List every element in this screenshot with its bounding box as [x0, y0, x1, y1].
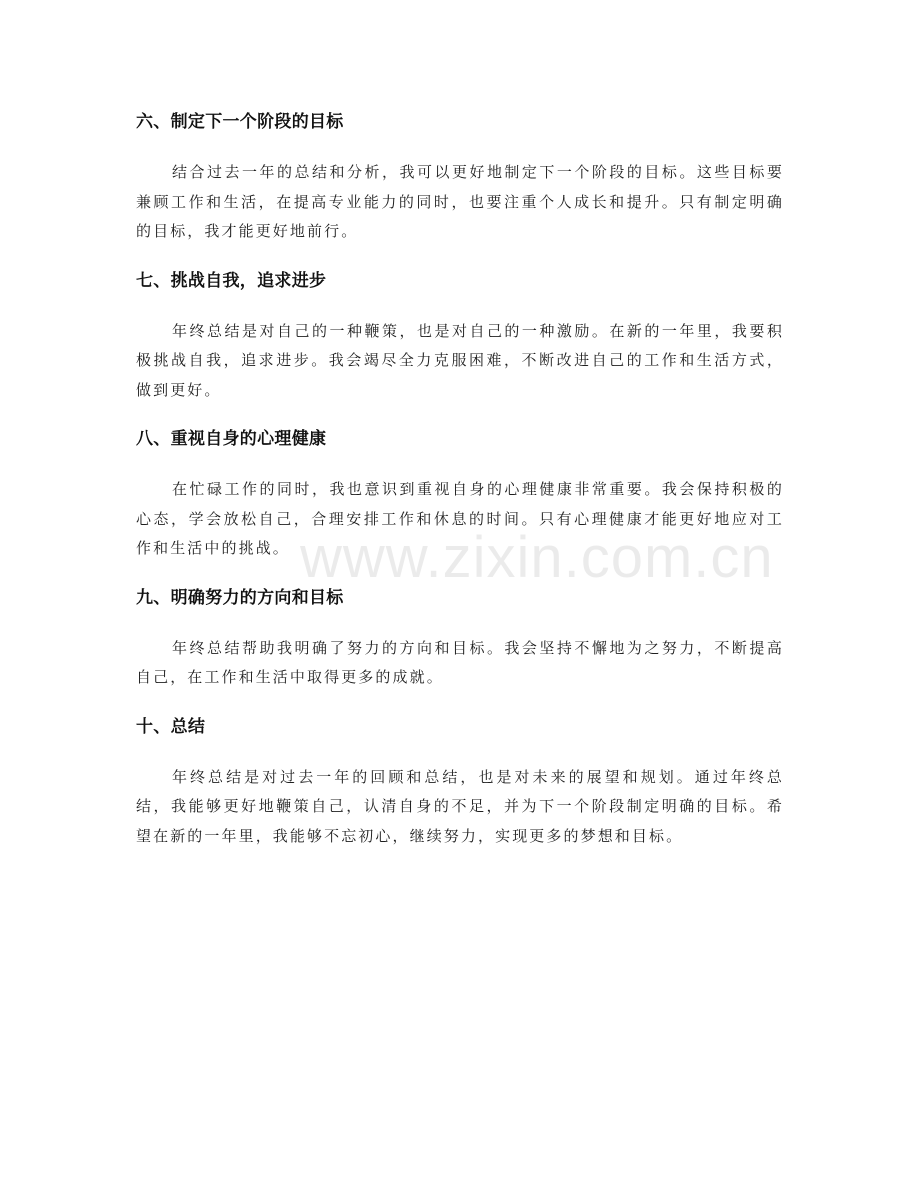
section-paragraph: 年终总结是对过去一年的回顾和总结，也是对未来的展望和规划。通过年终总结，我能够更好地鞭策自己，认清自身的不足，并为下一个阶段制定明确的目标。希望在新的一年里，我能够不忘初心，继续努力，实现更多的梦想和目标。 — [136, 767, 784, 845]
section-paragraph: 在忙碌工作的同时，我也意识到重视自身的心理健康非常重要。我会保持积极的心态，学会放松自己，合理安排工作和休息的时间。只有心理健康才能更好地应对工作和生活中的挑战。 — [136, 480, 784, 557]
section-paragraph: 年终总结是对自己的一种鞭策，也是对自己的一种激励。在新的一年里，我要积极挑战自我，追求进步。我会竭尽全力克服困难，不断改进自己的工作和生活方式，做到更好。 — [136, 321, 784, 399]
section-paragraph: 年终总结帮助我明确了努力的方向和目标。我会坚持不懈地为之努力，不断提高自己，在工作和生活中取得更多的成就。 — [136, 638, 784, 686]
document-content — [136, 108, 784, 871]
section-heading: 九、明确努力的方向和目标 — [136, 587, 344, 608]
section-8 — [136, 425, 784, 564]
section-9 — [136, 584, 784, 693]
section-heading: 七、挑战自我，追求进步 — [136, 270, 327, 291]
section-heading: 八、重视自身的心理健康 — [136, 429, 327, 449]
section-7 — [136, 267, 784, 406]
section-10 — [136, 713, 784, 852]
section-6 — [136, 108, 784, 247]
section-heading: 六、制定下一个阶段的目标 — [136, 112, 344, 132]
section-paragraph: 结合过去一年的总结和分析，我可以更好地制定下一个阶段的目标。这些目标要兼顾工作和生活，在提高专业能力的同时，也要注重个人成长和提升。只有制定明确的目标，我才能更好地前行。 — [136, 163, 784, 240]
section-heading: 十、总结 — [136, 716, 206, 737]
watermark: www.zixin.com.cn — [300, 525, 774, 590]
